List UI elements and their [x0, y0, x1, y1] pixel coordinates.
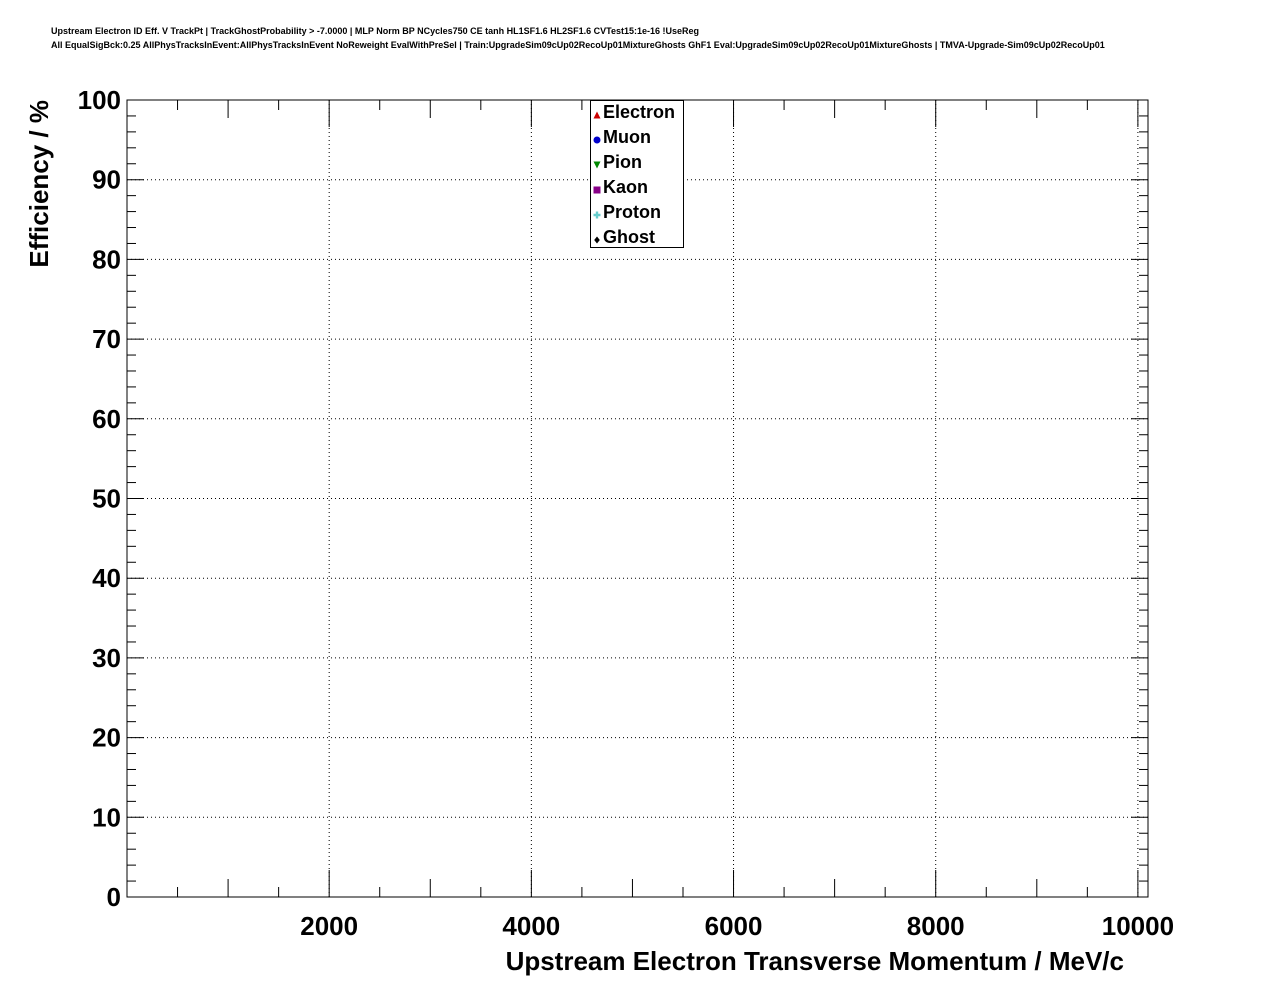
x-tick-label: 10000: [1101, 911, 1175, 941]
y-tick-label: 70: [92, 324, 121, 355]
legend-label: Electron: [603, 102, 676, 122]
y-tick-label: 100: [77, 85, 121, 115]
legend-entry-electron: [591, 101, 685, 126]
chart-title-line-2: All EqualSigBck:0.25 AllPhysTracksInEvent:AllPhysTracksInEvent NoReweight EvalWithPreSel | Train:UpgradeSim09cUp02RecoUp01MixtureGhosts GhF1 Eval:UpgradeSim09cUp02RecoUp01MixtureGhosts | TMVA-Upgrade-Sim09cUp02RecoUp01: [51, 40, 1105, 50]
y-tick-label: 10: [92, 802, 121, 833]
diamond-marker-icon: [592, 232, 602, 242]
x-tick-label: 6000: [704, 911, 763, 941]
y-tick-label: 0: [106, 882, 121, 912]
legend-label: Proton: [603, 202, 661, 222]
triangle-down-marker-icon: [592, 157, 602, 167]
legend-entry-kaon: [591, 176, 685, 201]
y-tick-label: 60: [92, 403, 121, 434]
y-tick-label: 80: [92, 244, 121, 275]
legend-label: Ghost: [603, 227, 655, 247]
x-tick-label: 4000: [502, 911, 561, 941]
y-tick-label: 50: [92, 483, 121, 514]
legend-label: Pion: [603, 152, 642, 172]
y-tick-label: 20: [92, 722, 121, 753]
y-tick-label: 90: [92, 164, 121, 195]
legend-label: Kaon: [603, 177, 648, 197]
y-tick-label: 40: [92, 563, 121, 594]
triangle-up-marker-icon: [592, 107, 602, 117]
x-tick-label: 8000: [906, 911, 965, 941]
chart-title-line-1: Upstream Electron ID Eff. V TrackPt | TrackGhostProbability > -7.0000 | MLP Norm BP NCycles750 CE tanh HL1SF1.6 HL2SF1.6 CVTest15:1e-16 !UseReg: [51, 26, 700, 36]
legend-entry-pion: [591, 151, 685, 176]
y-axis-label: Efficiency / %: [24, 100, 54, 268]
legend-entry-ghost: [591, 226, 685, 251]
square-marker-icon: [592, 182, 602, 192]
x-tick-label: 2000: [300, 911, 359, 941]
x-axis-label: Upstream Electron Transverse Momentum / MeV/c: [505, 946, 1124, 976]
legend-label: Muon: [603, 127, 651, 147]
circle-marker-icon: [592, 132, 602, 142]
cross-marker-icon: [592, 207, 602, 217]
legend-entry-proton: [591, 201, 685, 226]
legend: [590, 100, 684, 248]
y-tick-label: 30: [92, 642, 121, 673]
legend-entry-muon: [591, 126, 685, 151]
